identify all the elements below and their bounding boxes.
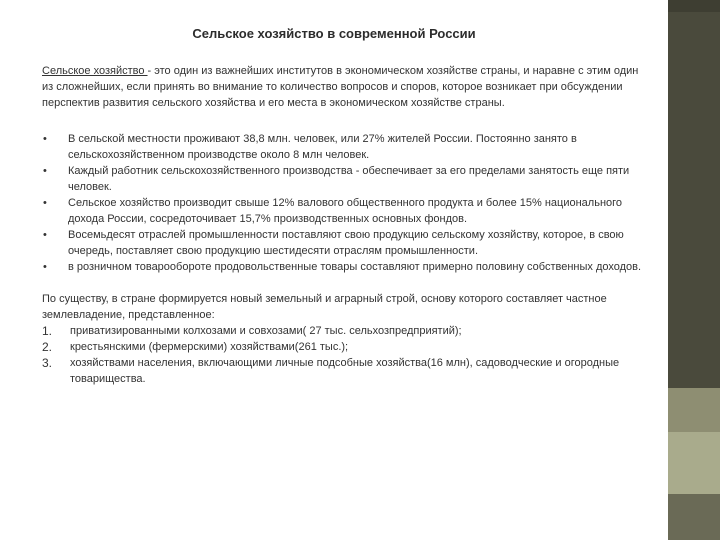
item-text: хозяйствами населения, включающими личные подсобные хозяйства(16 млн), садоводческие и огородные товарищества. xyxy=(70,357,620,385)
sidebar-block-light xyxy=(668,432,720,494)
list-item xyxy=(42,163,652,195)
item-text: крестьянскими (фермерскими) хозяйствами(261 тыс.); xyxy=(70,341,349,353)
intro-paragraph xyxy=(42,63,652,111)
numbered-list xyxy=(42,323,652,387)
list-item xyxy=(42,195,652,227)
item-number: 1. xyxy=(42,324,53,338)
list-item xyxy=(42,339,652,355)
bullet-icon: • xyxy=(43,133,47,145)
bullet-text: Каждый работник сельскохозяйственного производства - обеспечивает за его пределами занятость еще пяти человек. xyxy=(68,165,630,193)
item-number: 3. xyxy=(42,356,53,370)
list-item xyxy=(42,131,652,163)
bullet-text: в розничном товарообороте продовольственные товары составляют примерно половину собственных доходов. xyxy=(68,261,642,273)
list-item xyxy=(42,323,652,339)
sidebar-block-mid xyxy=(668,388,720,432)
bullet-text: Сельское хозяйство производит свыше 12% валового общественного продукта и более 15% национального дохода России, сосредоточивает 15,7% производственных основных фондов. xyxy=(68,197,623,225)
sidebar-block-top xyxy=(668,0,720,12)
sidebar-block-bottom xyxy=(668,494,720,540)
intro-term: Сельское хозяйство xyxy=(42,65,148,77)
bullet-text: В сельской местности проживают 38,8 млн. человек, или 27% жителей России. Постоянно занято в сельскохозяйственном производстве около 8 млн человек. xyxy=(68,133,577,161)
list-item xyxy=(42,227,652,259)
list-item xyxy=(42,259,652,275)
slide-content xyxy=(42,63,652,387)
bullet-list xyxy=(42,131,652,275)
bullet-text: Восемьдесят отраслей промышленности поставляют свою продукцию сельскому хозяйству, которое, в свою очередь, поставляет свою продукцию шестидесяти отраслям промышленности. xyxy=(68,229,624,257)
decorative-sidebar xyxy=(668,0,720,540)
bullet-icon: • xyxy=(43,165,47,177)
bullet-icon: • xyxy=(43,197,47,209)
bullet-icon: • xyxy=(43,261,47,273)
land-paragraph: По существу, в стране формируется новый земельный и аграрный строй, основу которого составляет частное землевладение, представленное: xyxy=(42,293,607,321)
slide-title: Сельское хозяйство в современной России xyxy=(192,26,476,41)
bullet-icon: • xyxy=(43,229,47,241)
list-item xyxy=(42,355,652,387)
item-text: приватизированными колхозами и совхозами( 27 тыс. сельхозпредприятий); xyxy=(70,325,462,337)
intro-text: - это один из важнейших институтов в экономическом хозяйстве страны, и наравне с этим один из сложнейших, если принять во внимание то количество вопросов и споров, которое возникает при обсуждении перспектив развития сельского хозяйства и его места в экономическом хозяйстве страны. xyxy=(42,65,639,109)
item-number: 2. xyxy=(42,340,53,354)
